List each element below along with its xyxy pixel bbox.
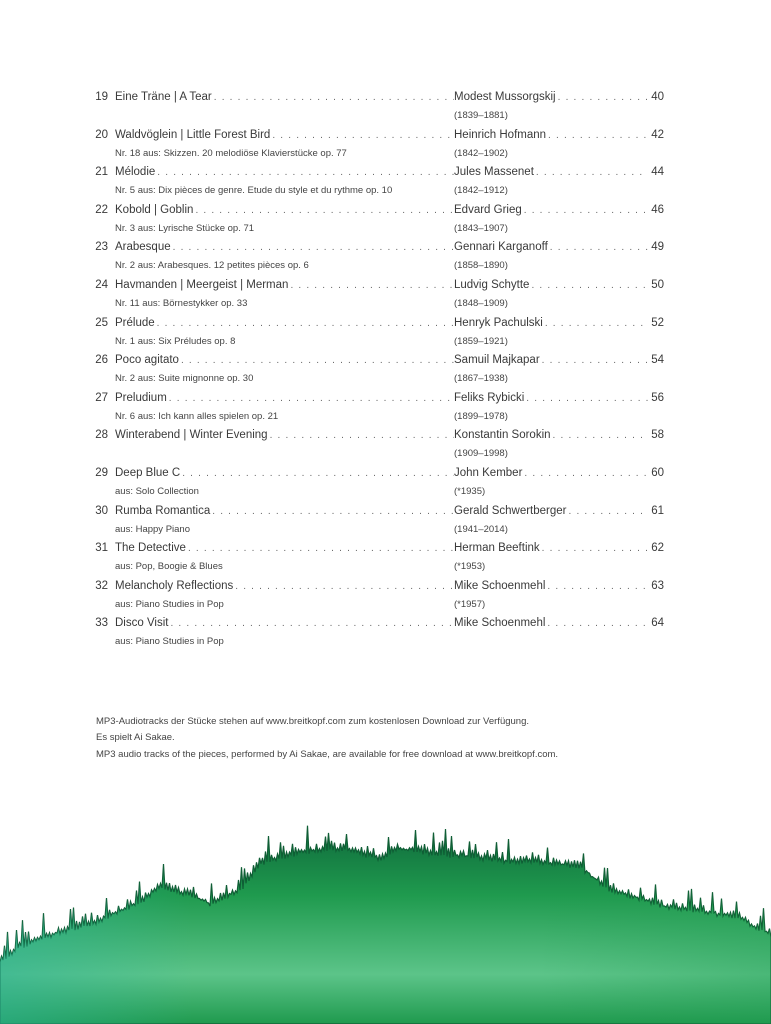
- entry-page: 40: [651, 91, 664, 103]
- entry-source: Nr. 3 aus: Lyrische Stücke op. 71: [115, 222, 255, 234]
- entry-number: 21: [95, 166, 108, 179]
- entry-title-block: [115, 616, 454, 648]
- entry-title-block: [115, 466, 454, 498]
- toc-entry: [0, 391, 771, 427]
- entry-composer: Jules Massenet: [454, 166, 534, 179]
- dot-leader: [195, 203, 454, 218]
- entry-composer: Gerald Schwertberger: [454, 504, 567, 517]
- entry-title-block: [115, 391, 454, 423]
- entry-page: 64: [651, 617, 664, 630]
- entry-title-block: [115, 165, 454, 197]
- dot-leader: [542, 353, 649, 368]
- entry-composer: John Kember: [454, 467, 523, 479]
- entry-number: 26: [95, 354, 108, 367]
- entry-source: Nr. 2 aus: Arabesques. 12 petites pièces op. 6: [115, 260, 309, 272]
- entry-composer-block: [454, 90, 664, 122]
- entry-source: aus: Piano Studies in Pop: [115, 598, 224, 610]
- entry-source: aus: Solo Collection: [115, 486, 199, 497]
- entry-composer-block: [454, 541, 664, 573]
- toc-entry: [0, 316, 771, 352]
- entry-composer: Henryk Pachulski: [454, 316, 543, 329]
- entry-title: Deep Blue C: [115, 467, 181, 479]
- entry-source: aus: Pop, Boogie & Blues: [115, 561, 223, 573]
- entry-years: (*1957): [454, 598, 486, 610]
- entry-composer-block: [454, 579, 664, 611]
- dot-leader: [553, 428, 649, 443]
- entry-title: Preludium: [115, 391, 167, 404]
- entry-years: (1839–1881): [454, 110, 508, 121]
- toc-entry: [0, 165, 771, 201]
- dot-leader: [569, 504, 649, 519]
- entry-title: Havmanden | Meergeist | Merman: [115, 279, 289, 291]
- entry-title: Arabesque: [115, 241, 171, 254]
- entry-years: (1867–1938): [454, 373, 508, 385]
- toc-entry: [0, 128, 771, 164]
- mp3-note-english: MP3 audio tracks of the pieces, performed by Ai Sakae, are available for free download at www.breitkopf.com.: [96, 749, 559, 760]
- mp3-note-german: MP3-Audiotracks der Stücke stehen auf www.breitkopf.com zum kostenlosen Download zur Verfügung.: [96, 716, 529, 727]
- entry-title-block: [115, 240, 454, 272]
- grass-tint-overlay: [0, 826, 771, 1024]
- entry-composer-block: [454, 128, 664, 160]
- dot-leader: [526, 391, 648, 406]
- entry-number: 32: [95, 579, 108, 592]
- dot-leader: [558, 90, 649, 105]
- entry-number: 31: [95, 542, 108, 555]
- toc-entry: [0, 466, 771, 502]
- dot-leader: [272, 128, 454, 143]
- entry-title: Melancholy Reflections: [115, 579, 234, 592]
- entry-number: 22: [95, 203, 108, 216]
- entry-number: 20: [95, 128, 108, 141]
- entry-years: (1859–1921): [454, 335, 508, 347]
- dot-leader: [524, 203, 648, 218]
- entry-title: Winterabend | Winter Evening: [115, 429, 268, 442]
- entry-number: 24: [95, 279, 108, 291]
- entry-title-block: [115, 90, 454, 105]
- entry-title: Kobold | Goblin: [115, 203, 194, 216]
- entry-title: The Detective: [115, 542, 186, 555]
- entry-source: aus: Piano Studies in Pop: [115, 636, 224, 648]
- entry-title-block: [115, 316, 454, 348]
- dot-leader: [542, 541, 649, 556]
- entry-number: 23: [95, 241, 108, 254]
- entry-title-block: [115, 541, 454, 573]
- entry-source: aus: Happy Piano: [115, 523, 190, 535]
- entry-composer: Heinrich Hofmann: [454, 128, 547, 141]
- entry-composer-block: [454, 391, 664, 423]
- entry-title: Disco Visit: [115, 617, 169, 630]
- entry-composer-block: [454, 428, 664, 460]
- entry-title: Waldvöglein | Little Forest Bird: [115, 128, 271, 141]
- entry-title-block: [115, 504, 454, 536]
- dot-leader: [173, 240, 454, 255]
- entry-title-block: [115, 353, 454, 385]
- entry-page: 46: [651, 203, 664, 216]
- dot-leader: [181, 353, 454, 368]
- toc-entry: [0, 240, 771, 276]
- entry-page: 61: [651, 504, 664, 517]
- toc-entry: [0, 579, 771, 615]
- entry-title-block: [115, 128, 454, 160]
- entry-composer: Samuil Majkapar: [454, 354, 540, 367]
- entry-composer: Konstantin Sorokin: [454, 429, 551, 442]
- entry-page: 62: [651, 542, 664, 555]
- dot-leader: [531, 278, 648, 293]
- entry-title-block: [115, 428, 454, 443]
- entry-number: 19: [95, 91, 108, 103]
- toc-entry: [0, 504, 771, 540]
- entry-page: 58: [651, 429, 664, 442]
- entry-page: 56: [651, 391, 664, 404]
- entry-years: (1842–1902): [454, 147, 508, 159]
- entry-title: Poco agitato: [115, 354, 179, 367]
- entry-number: 33: [95, 617, 108, 630]
- entry-page: 54: [651, 354, 664, 367]
- dot-leader: [170, 616, 454, 631]
- dot-leader: [182, 466, 454, 481]
- toc-entry: [0, 278, 771, 314]
- dot-leader: [524, 466, 648, 481]
- entry-composer: Gennari Karganoff: [454, 241, 548, 254]
- entry-title: Rumba Romantica: [115, 504, 211, 517]
- entry-composer-block: [454, 165, 664, 197]
- dot-leader: [548, 128, 648, 143]
- dot-leader: [270, 428, 454, 443]
- dot-leader: [188, 541, 454, 556]
- entry-number: 25: [95, 316, 108, 329]
- entry-composer: Ludvig Schytte: [454, 279, 530, 291]
- toc-entry: [0, 90, 771, 126]
- entry-composer-block: [454, 466, 664, 498]
- entry-composer: Feliks Rybicki: [454, 391, 525, 404]
- entry-composer: Mike Schoenmehl: [454, 617, 546, 630]
- entry-page: 42: [651, 128, 664, 141]
- entry-number: 27: [95, 391, 108, 404]
- toc-entry: [0, 203, 771, 239]
- toc-entry: [0, 428, 771, 464]
- dot-leader: [550, 240, 648, 255]
- entry-composer: Herman Beeftink: [454, 542, 540, 555]
- entry-years: (1858–1890): [454, 260, 508, 272]
- entry-composer: Modest Mussorgskij: [454, 91, 556, 103]
- dot-leader: [212, 504, 454, 519]
- entry-composer: Mike Schoenmehl: [454, 579, 546, 592]
- dot-leader: [545, 316, 648, 331]
- entry-years: (1909–1998): [454, 448, 508, 460]
- dot-leader: [547, 579, 648, 594]
- toc-entry: [0, 353, 771, 389]
- entry-composer-block: [454, 504, 664, 536]
- entry-page: 49: [651, 241, 664, 254]
- mp3-note-german-performer: Es spielt Ai Sakae.: [96, 732, 175, 743]
- dot-leader: [214, 90, 454, 105]
- dot-leader: [157, 165, 454, 180]
- dot-leader: [169, 391, 454, 406]
- entry-source: Nr. 1 aus: Six Préludes op. 8: [115, 335, 236, 347]
- entry-years: (1843–1907): [454, 222, 508, 234]
- entry-years: (*1953): [454, 561, 486, 573]
- entry-years: (*1935): [454, 486, 486, 497]
- entry-composer-block: [454, 616, 664, 631]
- dot-leader: [290, 278, 454, 293]
- entry-number: 29: [95, 467, 108, 479]
- entry-source: Nr. 6 aus: Ich kann alles spielen op. 21: [115, 410, 279, 422]
- toc-entry: [0, 541, 771, 577]
- entry-title: Prélude: [115, 316, 155, 329]
- entry-source: Nr. 18 aus: Skizzen. 20 melodiöse Klavierstücke op. 77: [115, 147, 347, 159]
- entry-composer-block: [454, 240, 664, 272]
- toc-entry: [0, 616, 771, 652]
- entry-source: Nr. 11 aus: Börnestykker op. 33: [115, 298, 248, 309]
- entry-composer: Edvard Grieg: [454, 203, 522, 216]
- entry-years: (1848–1909): [454, 298, 508, 309]
- entry-title-block: [115, 579, 454, 611]
- entry-source: Nr. 2 aus: Suite mignonne op. 30: [115, 373, 254, 385]
- entry-page: 52: [651, 316, 664, 329]
- dot-leader: [235, 579, 454, 594]
- entry-source: Nr. 5 aus: Dix pièces de genre. Etude du style et du rythme op. 10: [115, 185, 393, 197]
- dot-leader: [547, 616, 648, 631]
- entry-composer-block: [454, 353, 664, 385]
- entry-title: Eine Träne | A Tear: [115, 91, 212, 103]
- entry-page: 60: [651, 467, 664, 479]
- entry-title: Mélodie: [115, 166, 156, 179]
- entry-title-block: [115, 203, 454, 235]
- entry-composer-block: [454, 278, 664, 310]
- entry-composer-block: [454, 203, 664, 235]
- entry-page: 50: [651, 279, 664, 291]
- entry-composer-block: [454, 316, 664, 348]
- entry-page: 44: [651, 166, 664, 179]
- green-watercolor-grass-illustration: [0, 820, 771, 1024]
- entry-number: 30: [95, 504, 108, 517]
- dot-leader: [536, 165, 648, 180]
- entry-years: (1899–1978): [454, 410, 508, 422]
- entry-number: 28: [95, 429, 108, 442]
- entry-page: 63: [651, 579, 664, 592]
- entry-years: (1941–2014): [454, 523, 508, 535]
- entry-years: (1842–1912): [454, 185, 508, 197]
- entry-title-block: [115, 278, 454, 310]
- dot-leader: [157, 316, 454, 331]
